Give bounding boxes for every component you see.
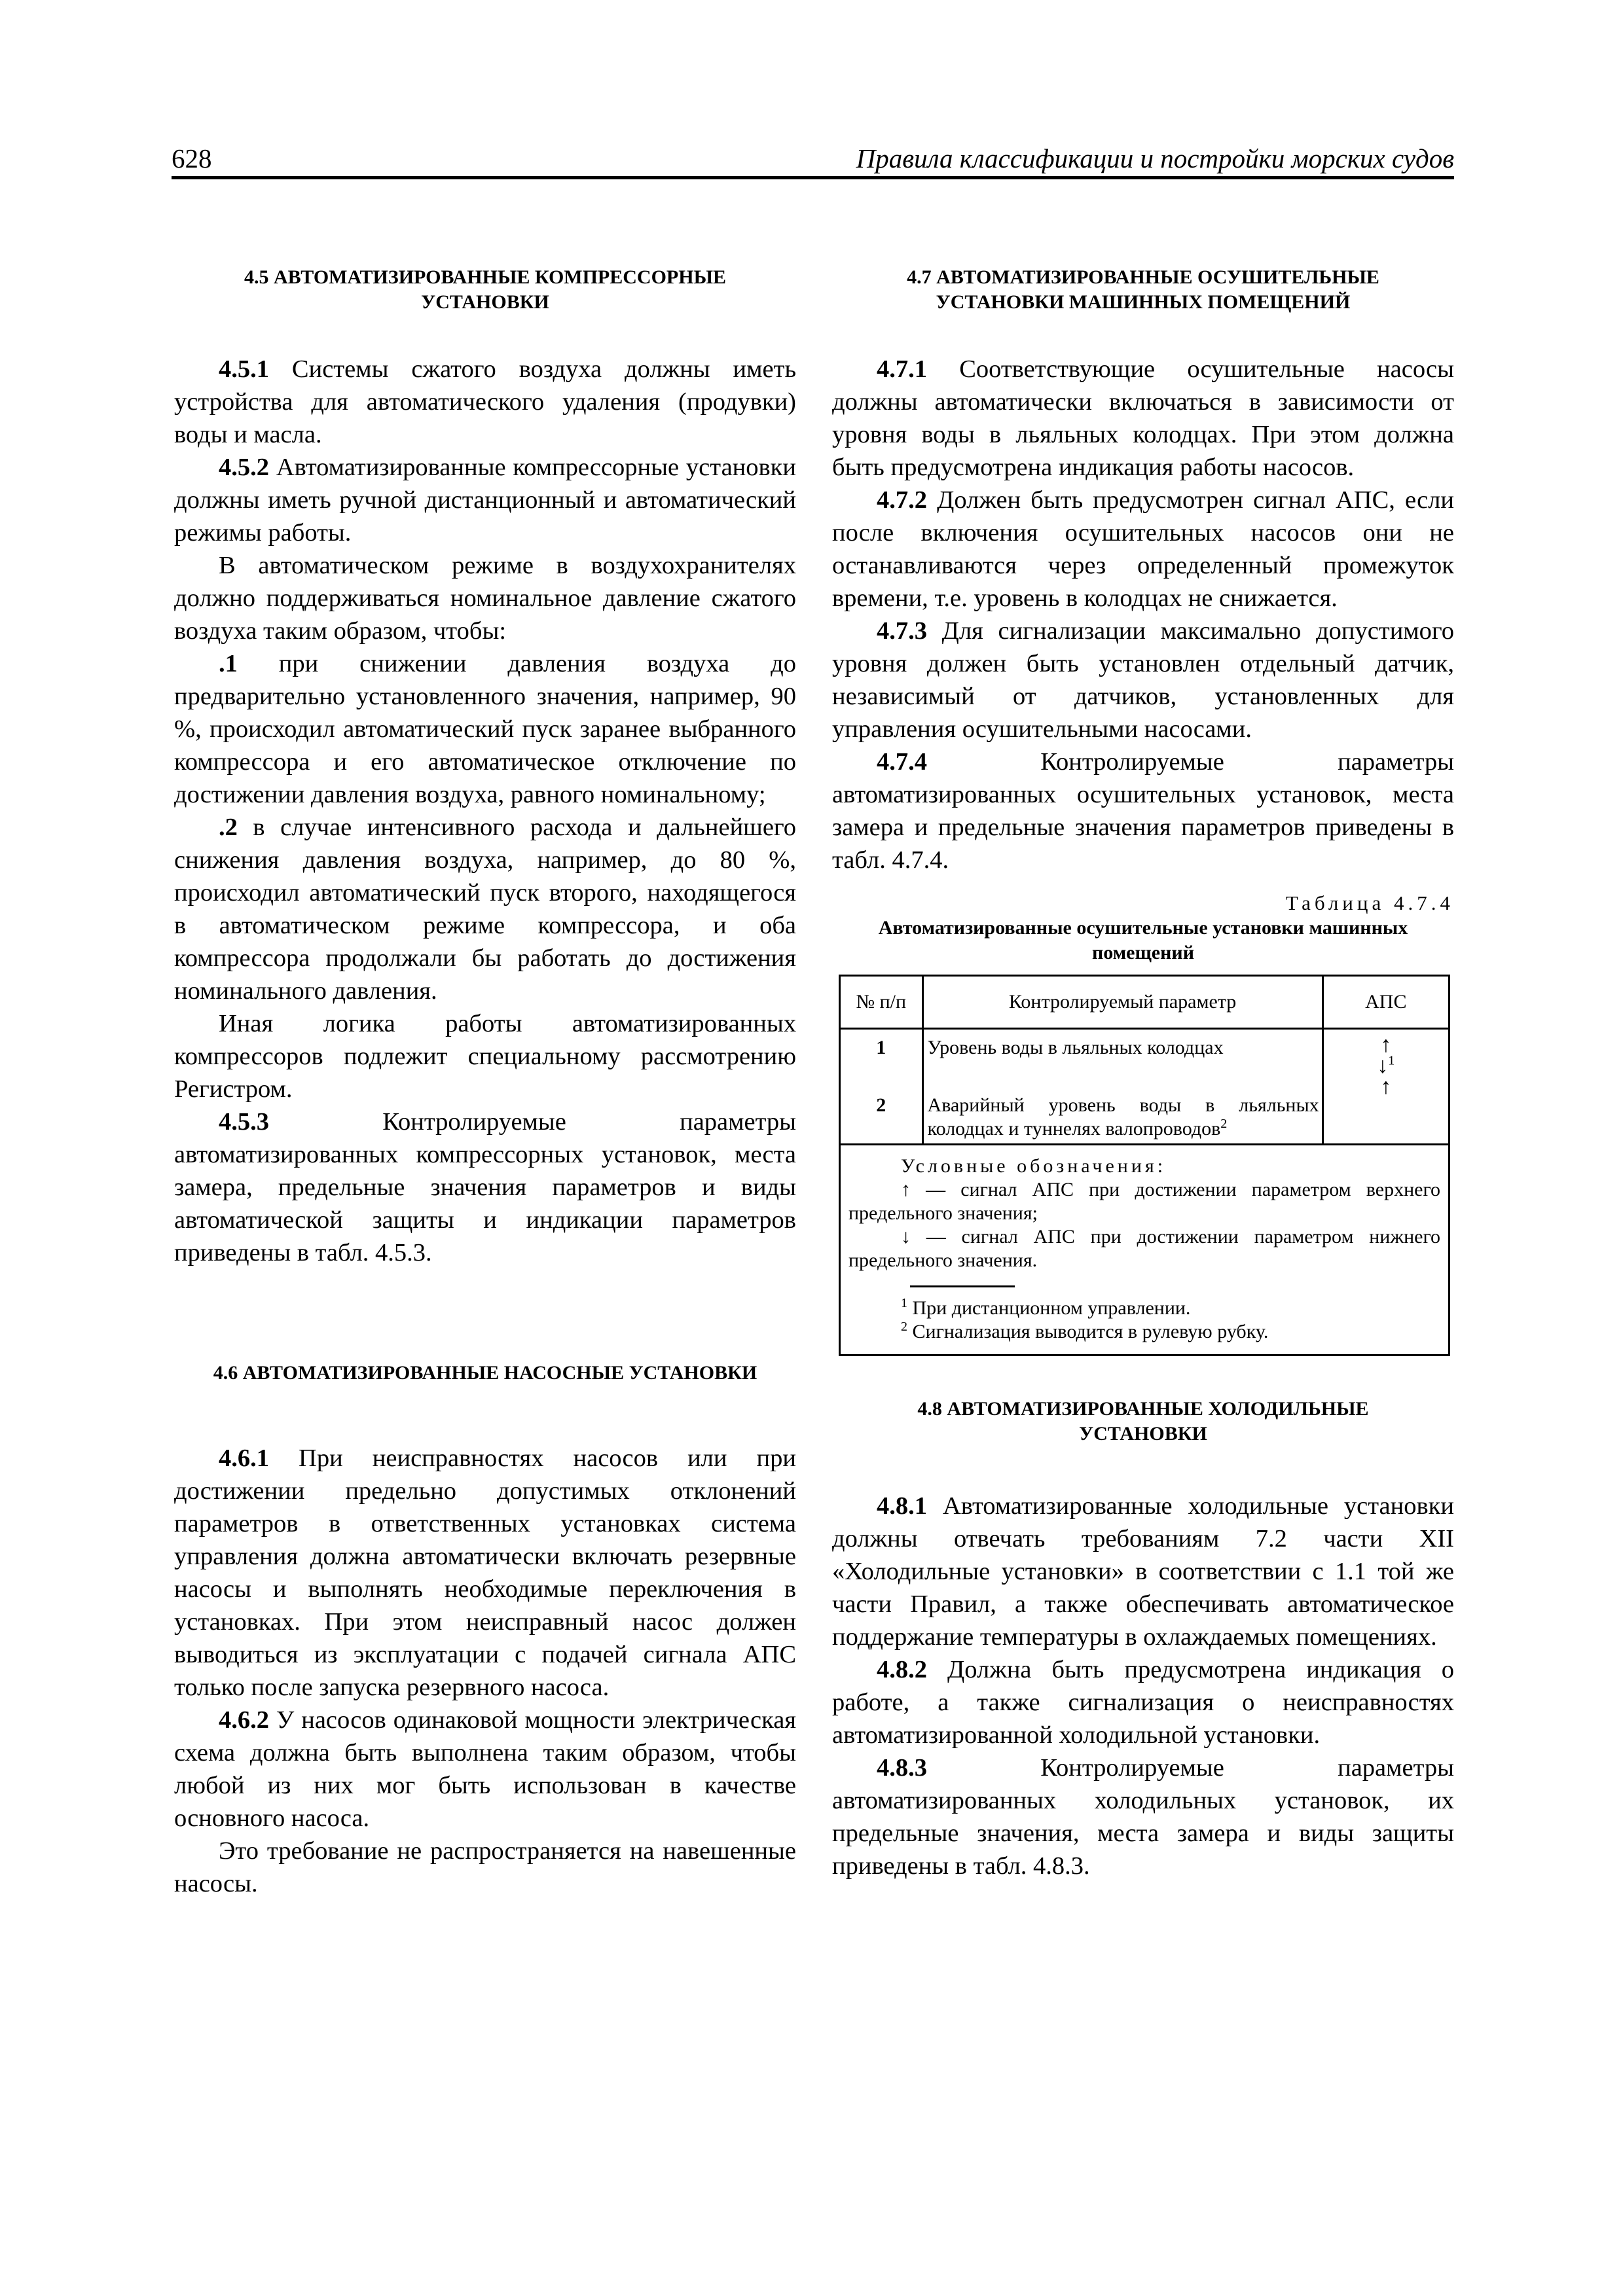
item-2 (174, 811, 796, 1007)
section-4-7-heading (832, 265, 1454, 315)
para-4-8-1-number: 4.8.1 (877, 1492, 927, 1520)
para-4-5-other-logic: Иная логика работы автоматизированных компрессоров подлежит специальному рассмотрению Регистром. (174, 1010, 796, 1103)
section-4-6-heading: 4.6 АВТОМАТИЗИРОВАННЫЕ НАСОСНЫЕ УСТАНОВКИ (213, 1362, 757, 1384)
para-4-8-1 (832, 1490, 1454, 1653)
arrow-up-icon-row-2: ↑ (1380, 1075, 1392, 1099)
para-4-8-1-text: Автоматизированные холодильные установки должны отвечать требованиям 7.2 части XII «Холодильные установки» в соответствии с 1.1 той же части Правил, а также обеспечивать автоматическое поддержание температуры в охлаждаемых помещениях. (832, 1492, 1454, 1651)
legend-heading: Условные обозначения: (901, 1155, 1167, 1177)
para-4-8-2-text: Должна быть предусмотрена индикация о работе, а также сигнализация о неисправностях автоматизированной холодильной установки. (832, 1656, 1454, 1749)
para-4-7-2-number: 4.7.2 (877, 486, 927, 514)
para-4-8-3-number: 4.8.3 (877, 1754, 927, 1782)
footnote-rule (910, 1285, 1015, 1287)
item-1-text: при снижении давления воздуха до предварительно установленного значения, например, 90 %, происходил автоматический пуск заранее выбранного компрессора и его автоматическое отключение по достижении давления воздуха, равного номинальному; (174, 650, 796, 808)
footnote-2-label: 2 (901, 1319, 907, 1334)
para-4-5-1-text: Системы сжатого воздуха должны иметь устройства для автоматического удаления (продувки) воды и масла. (174, 355, 796, 448)
footnote-2 (848, 1320, 1440, 1344)
para-4-7-3-number: 4.7.3 (877, 617, 927, 645)
footnote-1-mark: 1 (1388, 1053, 1395, 1068)
row-1-parameter: Уровень воды в льяльных колодцах (927, 1037, 1224, 1058)
parameters-table (839, 975, 1450, 1356)
left-column (174, 265, 796, 1900)
arrow-down-icon: ↓ (1377, 1054, 1389, 1078)
para-4-7-1-text: Соответствующие осушительные насосы должны автоматически включаться в зависимости от уровня воды в льяльных колодцах. При этом должна быть предусмотрена индикация работы насосов. (832, 355, 1454, 481)
col-header-parameter: Контролируемый параметр (922, 976, 1322, 1029)
table-row (840, 1029, 1450, 1145)
para-4-5-3 (174, 1105, 796, 1269)
para-4-5-1 (174, 353, 796, 451)
para-4-7-4-text: Контролируемые параметры автоматизированных осушительных установок, места замера и предельные значения параметров приведены в табл. 4.7.4. (832, 748, 1454, 874)
para-4-8-3-text: Контролируемые параметры автоматизированных холодильных установок, их предельные значения, места замера и виды защиты приведены в табл. 4.8.3. (832, 1754, 1454, 1880)
para-4-8-2 (832, 1653, 1454, 1751)
table-header-row (840, 976, 1450, 1029)
row-1-number: 1 (876, 1037, 886, 1058)
section-4-7-heading-line1: 4.7 АВТОМАТИЗИРОВАННЫЕ ОСУШИТЕЛЬНЫЕ (907, 266, 1379, 288)
para-4-7-4 (832, 745, 1454, 876)
item-2-text: в случае интенсивного расхода и дальнейшего снижения давления воздуха, например, до 80 %, происходил автоматический пуск второго, находящегося в автоматическом режиме компрессора, и оба компрессора продолжали бы работать до достижения номинального давления. (174, 814, 796, 1005)
arrow-up-icon: ↑ (1380, 1033, 1392, 1057)
table-title-line1: Автоматизированные осушительные установки машинных (878, 917, 1408, 939)
row-2-parameter (928, 1094, 1319, 1141)
footnote-1-label: 1 (901, 1296, 907, 1310)
item-1-number: .1 (219, 650, 238, 677)
para-4-5-2-text: Автоматизированные компрессорные установки должны иметь ручной дистанционный и автоматический режимы работы. (174, 454, 796, 547)
para-4-7-2 (832, 484, 1454, 615)
para-4-8-2-number: 4.8.2 (877, 1656, 927, 1683)
col-header-aps: АПС (1322, 976, 1449, 1029)
para-4-7-2-text: Должен быть предусмотрен сигнал АПС, если после включения осушительных насосов они не останавливаются через определенный промежуток времени, т.е. уровень в колодцах не снижается. (832, 486, 1454, 612)
section-4-8-heading-line1: 4.8 АВТОМАТИЗИРОВАННЫЕ ХОЛОДИЛЬНЫЕ (917, 1398, 1369, 1420)
right-column (832, 265, 1454, 1882)
footnote-1 (848, 1297, 1440, 1320)
para-4-5-2 (174, 451, 796, 549)
legend-down: ↓ — сигнал АПС при достижении параметром нижнего предельного значения. (848, 1226, 1440, 1271)
legend-row (840, 1145, 1450, 1355)
para-4-5-3-number: 4.5.3 (219, 1108, 269, 1136)
item-1 (174, 647, 796, 811)
arrow-down-icon-cell (1324, 1053, 1448, 1078)
page-number: 628 (172, 143, 212, 173)
col-header-number: № п/п (840, 976, 923, 1029)
section-4-5-heading (174, 265, 796, 315)
para-4-7-3 (832, 615, 1454, 745)
footnote-1-text: При дистанционном управлении. (907, 1297, 1191, 1319)
section-4-5-heading-line2: УСТАНОВКИ (421, 291, 549, 313)
para-4-6-1-number: 4.6.1 (219, 1444, 269, 1472)
table-title (832, 916, 1454, 965)
row-2-parameter-text: Аварийный уровень воды в льяльных колодцах и туннелях валопроводов (927, 1094, 1319, 1139)
para-4-5-1-number: 4.5.1 (219, 355, 269, 383)
footnote-2-text: Сигнализация выводится в рулевую рубку. (907, 1321, 1269, 1342)
running-title: Правила классификации и постройки морских судов (856, 143, 1454, 173)
para-4-6-1-text: При неисправностях насосов или при достижении предельно допустимых отклонений параметров в ответственных установках система управления должна автоматически включать резервные насосы и выполнять необходимые переключения в установках. При этом неисправный насос должен выводиться из эксплуатации с подачей сигнала АПС только после запуска резервного насоса. (174, 1444, 796, 1701)
para-4-7-4-number: 4.7.4 (877, 748, 927, 776)
para-4-7-3-text: Для сигнализации максимально допустимого уровня должен быть установлен отдельный датчик, независимый от датчиков, установленных для управления осушительными насосами. (832, 617, 1454, 743)
para-4-5-2-number: 4.5.2 (219, 454, 269, 481)
para-4-6-2-number: 4.6.2 (219, 1706, 269, 1734)
section-4-7-heading-line2: УСТАНОВКИ МАШИННЫХ ПОМЕЩЕНИЙ (936, 291, 1351, 313)
para-4-6-exception: Это требование не распространяется на навешенные насосы. (174, 1837, 796, 1897)
para-4-8-3 (832, 1751, 1454, 1882)
table-caption: Таблица 4.7.4 (1285, 891, 1454, 914)
row-2-number: 2 (876, 1094, 886, 1116)
legend-up: ↑ — сигнал АПС при достижении параметром верхнего предельного значения; (848, 1179, 1440, 1224)
footnote-2-mark: 2 (1220, 1117, 1228, 1131)
para-4-5-auto-mode: В автоматическом режиме в воздухохранителях должно поддерживаться номинальное давление сжатого воздуха таким образом, чтобы: (174, 552, 796, 645)
para-4-7-1-number: 4.7.1 (877, 355, 927, 383)
para-4-6-1 (174, 1442, 796, 1704)
para-4-6-2 (174, 1704, 796, 1835)
section-4-8-heading (832, 1397, 1454, 1446)
section-4-5-heading-line1: 4.5 АВТОМАТИЗИРОВАННЫЕ КОМПРЕССОРНЫЕ (244, 266, 727, 288)
para-4-7-1 (832, 353, 1454, 484)
para-4-5-3-text: Контролируемые параметры автоматизированных компрессорных установок, места замера, предельные значения параметров и виды автоматической защиты и индикации параметров приведены в табл. 4.5.3. (174, 1108, 796, 1266)
header-rule (172, 176, 1454, 179)
section-4-8-heading-line2: УСТАНОВКИ (1079, 1423, 1207, 1444)
para-4-6-2-text: У насосов одинаковой мощности электрическая схема должна быть выполнена таким образом, чтобы любой из них мог быть использован в качестве основного насоса. (174, 1706, 796, 1832)
item-2-number: .2 (219, 814, 238, 841)
table-title-line2: помещений (1092, 942, 1194, 963)
